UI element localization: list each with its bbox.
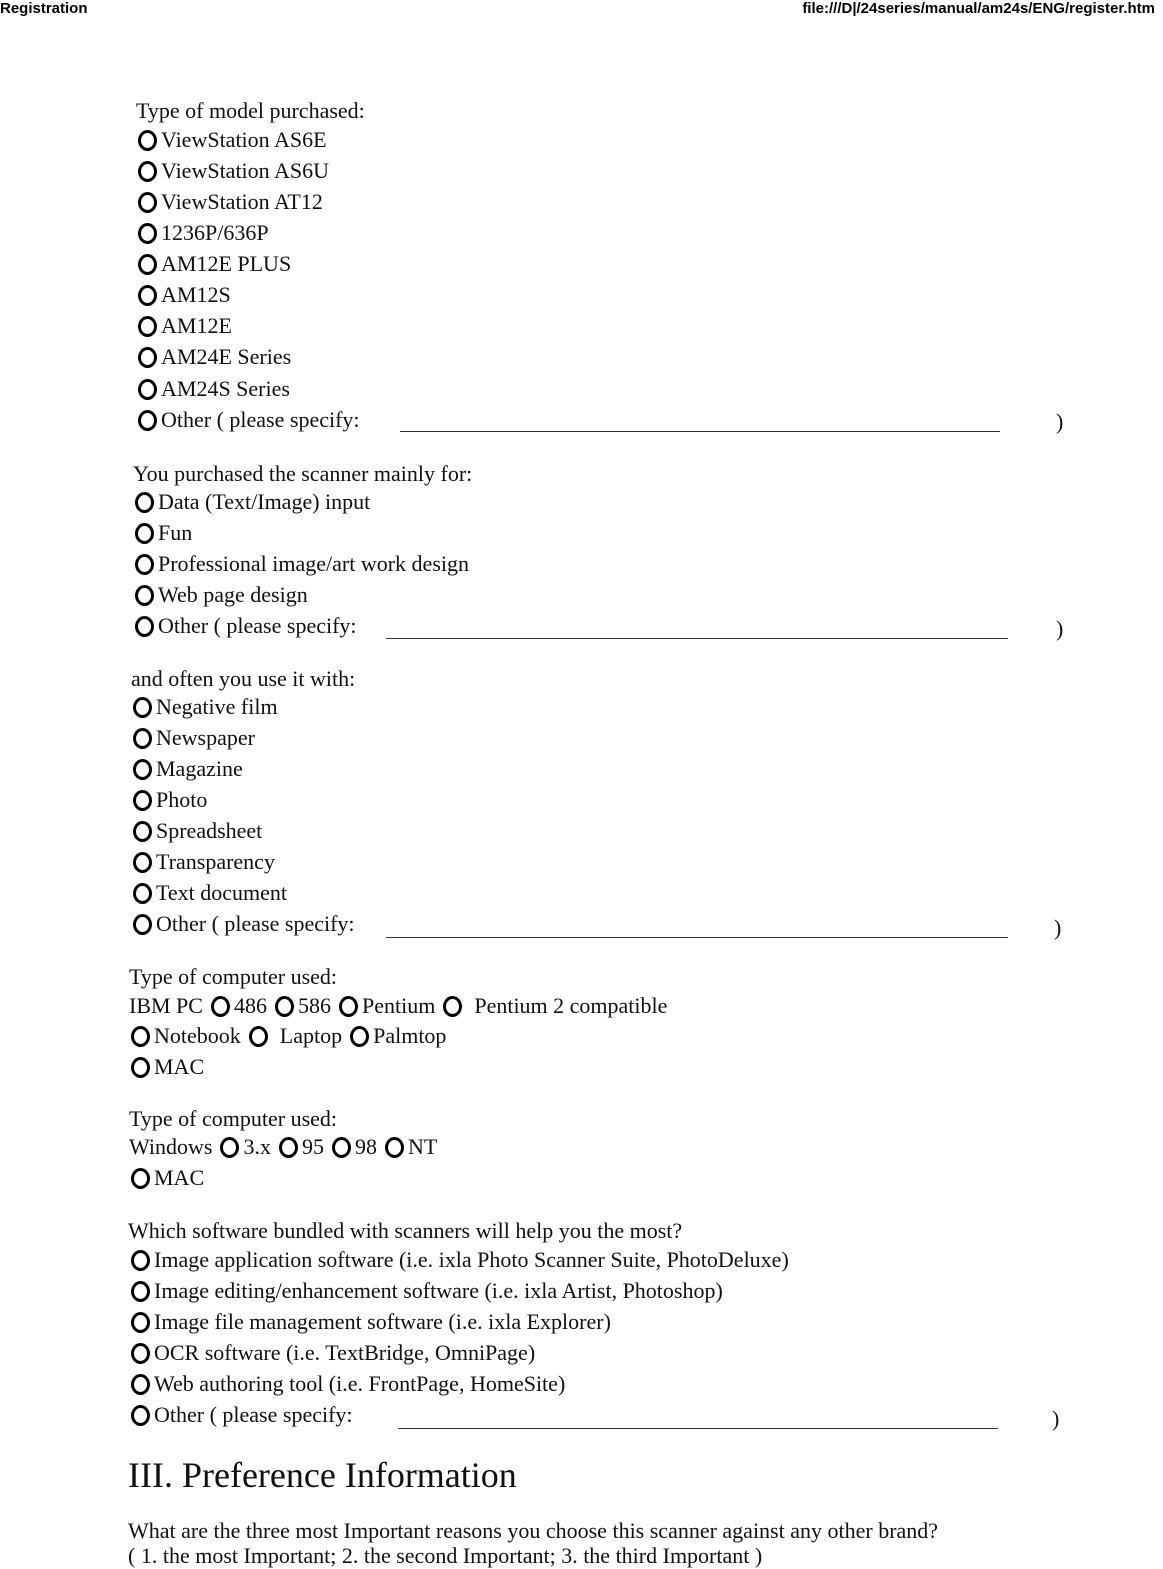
computer-ibm-row: IBM PC 486 586 Pentium Pentium 2 compatible — [129, 993, 668, 1018]
page-header-title: Registration — [0, 0, 88, 17]
radio-icon[interactable] — [138, 347, 157, 368]
radio-icon[interactable] — [133, 883, 152, 904]
ibm-option[interactable]: 486 — [211, 993, 267, 1019]
purpose-option[interactable]: Data (Text/Image) input — [135, 489, 370, 515]
software-option[interactable]: Image file management software (i.e. ixla Explorer) — [131, 1309, 611, 1335]
radio-icon[interactable] — [211, 996, 230, 1017]
software-option[interactable]: Web authoring tool (i.e. FrontPage, HomeSite) — [131, 1371, 565, 1397]
radio-icon[interactable] — [135, 585, 154, 606]
usage-question: and often you use it with: — [131, 666, 356, 691]
usage-option-other[interactable]: Other ( please specify: — [133, 911, 355, 937]
software-option[interactable]: OCR software (i.e. TextBridge, OmniPage) — [131, 1340, 535, 1366]
radio-icon[interactable] — [138, 254, 157, 275]
close-paren: ) — [1052, 1406, 1060, 1431]
radio-icon[interactable] — [133, 790, 152, 811]
radio-icon[interactable] — [131, 1343, 150, 1364]
radio-icon[interactable] — [138, 410, 157, 431]
radio-icon[interactable] — [131, 1374, 150, 1395]
radio-icon[interactable] — [385, 1137, 404, 1158]
model-option[interactable]: AM12E PLUS — [138, 251, 291, 277]
close-paren: ) — [1056, 409, 1064, 434]
model-option[interactable]: AM24E Series — [138, 344, 291, 370]
preference-note: ( 1. the most Important; 2. the second Important; 3. the third Important ) — [128, 1543, 763, 1568]
radio-icon[interactable] — [275, 996, 294, 1017]
model-option[interactable]: ViewStation AS6E — [138, 127, 327, 153]
windows-option[interactable]: NT — [385, 1134, 437, 1160]
purpose-option[interactable]: Fun — [135, 520, 192, 546]
software-option[interactable]: Image application software (i.e. ixla Photo Scanner Suite, PhotoDeluxe) — [131, 1247, 789, 1273]
purpose-option[interactable]: Web page design — [135, 582, 308, 608]
radio-icon[interactable] — [138, 316, 157, 337]
os-mac-option[interactable]: MAC — [131, 1165, 204, 1191]
radio-icon[interactable] — [131, 1026, 150, 1047]
os-question: Type of computer used: — [129, 1106, 338, 1131]
radio-icon[interactable] — [138, 285, 157, 306]
preference-question: What are the three most Important reasons you choose this scanner against any other brand? — [128, 1518, 939, 1543]
radio-icon[interactable] — [131, 1250, 150, 1271]
radio-icon[interactable] — [138, 379, 157, 400]
computer-mac-option[interactable]: MAC — [131, 1054, 204, 1080]
radio-icon[interactable] — [135, 554, 154, 575]
model-other-input[interactable] — [400, 431, 1000, 432]
section-heading: III. Preference Information — [128, 1455, 517, 1495]
os-windows-row: Windows 3.x 95 98 NT — [129, 1134, 438, 1159]
radio-icon[interactable] — [133, 759, 152, 780]
radio-icon[interactable] — [138, 223, 157, 244]
close-paren: ) — [1054, 915, 1062, 940]
portable-option[interactable]: Laptop — [249, 1023, 342, 1049]
radio-icon[interactable] — [443, 996, 462, 1017]
computer-portable-row — [131, 1023, 454, 1049]
radio-icon[interactable] — [332, 1137, 351, 1158]
radio-icon[interactable] — [135, 523, 154, 544]
radio-icon[interactable] — [131, 1057, 150, 1078]
purpose-option-other[interactable]: Other ( please specify: — [135, 613, 357, 639]
radio-icon[interactable] — [249, 1026, 268, 1047]
windows-option[interactable]: 95 — [279, 1134, 324, 1160]
model-option[interactable]: AM12E — [138, 313, 232, 339]
usage-option[interactable]: Text document — [133, 880, 287, 906]
model-option[interactable]: ViewStation AT12 — [138, 189, 323, 215]
usage-option[interactable]: Photo — [133, 787, 207, 813]
radio-icon[interactable] — [131, 1405, 150, 1426]
model-option[interactable]: AM24S Series — [138, 376, 290, 402]
radio-icon[interactable] — [131, 1312, 150, 1333]
radio-icon[interactable] — [220, 1137, 239, 1158]
ibm-option[interactable]: 586 — [275, 993, 331, 1019]
usage-option[interactable]: Negative film — [133, 694, 278, 720]
software-other-input[interactable] — [398, 1428, 998, 1429]
close-paren: ) — [1056, 616, 1064, 641]
software-option[interactable]: Image editing/enhancement software (i.e. ixla Artist, Photoshop) — [131, 1278, 723, 1304]
usage-option[interactable]: Newspaper — [133, 725, 255, 751]
radio-icon[interactable] — [138, 130, 157, 151]
usage-option[interactable]: Spreadsheet — [133, 818, 262, 844]
radio-icon[interactable] — [350, 1026, 369, 1047]
usage-other-input[interactable] — [386, 937, 1008, 938]
radio-icon[interactable] — [138, 161, 157, 182]
ibm-option[interactable]: Pentium — [339, 993, 435, 1019]
portable-option[interactable]: Notebook — [131, 1023, 241, 1049]
radio-icon[interactable] — [133, 697, 152, 718]
radio-icon[interactable] — [339, 996, 358, 1017]
radio-icon[interactable] — [131, 1281, 150, 1302]
model-option[interactable]: AM12S — [138, 282, 231, 308]
computer-question: Type of computer used: — [129, 964, 338, 989]
radio-icon[interactable] — [133, 728, 152, 749]
model-option-other[interactable]: Other ( please specify: — [138, 407, 360, 433]
radio-icon[interactable] — [138, 192, 157, 213]
page-header-url: file:///D|/24series/manual/am24s/ENG/register.htm — [802, 0, 1155, 17]
software-question: Which software bundled with scanners will help you the most? — [128, 1218, 683, 1243]
radio-icon[interactable] — [135, 492, 154, 513]
windows-option[interactable]: 98 — [332, 1134, 377, 1160]
radio-icon[interactable] — [131, 1168, 150, 1189]
ibm-option[interactable]: Pentium 2 compatible — [443, 993, 667, 1019]
usage-option[interactable]: Magazine — [133, 756, 243, 782]
model-option[interactable]: 1236P/636P — [138, 220, 269, 246]
radio-icon[interactable] — [133, 914, 152, 935]
radio-icon[interactable] — [279, 1137, 298, 1158]
portable-option[interactable]: Palmtop — [350, 1023, 446, 1049]
model-question: Type of model purchased: — [136, 98, 365, 123]
purpose-option[interactable]: Professional image/art work design — [135, 551, 469, 577]
model-option[interactable]: ViewStation AS6U — [138, 158, 329, 184]
purpose-other-input[interactable] — [386, 638, 1008, 639]
windows-option[interactable]: 3.x — [220, 1134, 271, 1160]
purpose-question: You purchased the scanner mainly for: — [133, 461, 473, 486]
radio-icon[interactable] — [133, 852, 152, 873]
radio-icon[interactable] — [135, 616, 154, 637]
software-option-other[interactable]: Other ( please specify: — [131, 1402, 353, 1428]
usage-option[interactable]: Transparency — [133, 849, 275, 875]
radio-icon[interactable] — [133, 821, 152, 842]
